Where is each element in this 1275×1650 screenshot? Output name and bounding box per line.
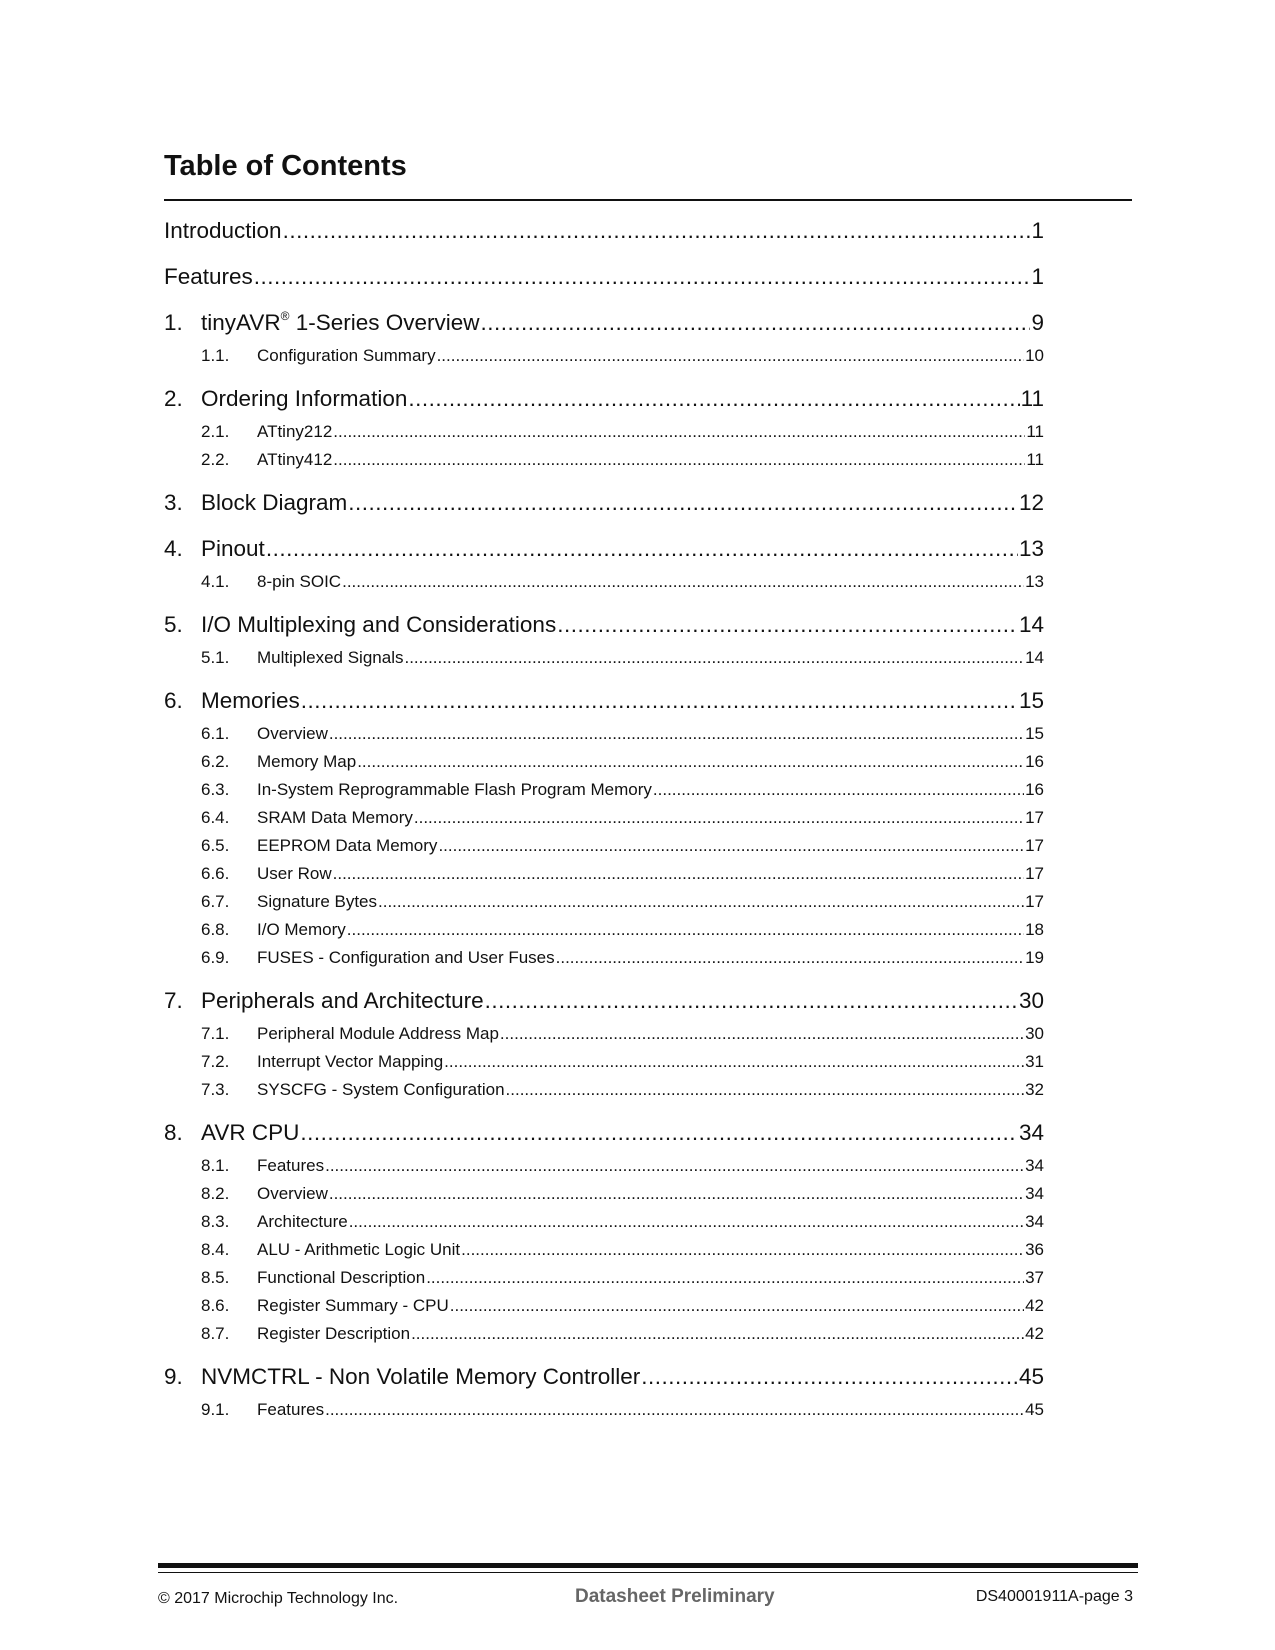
toc-subsection-entry[interactable] — [164, 1324, 1044, 1352]
toc-dot-leader — [254, 264, 1031, 290]
toc-chapter-entry[interactable] — [164, 480, 1044, 526]
toc-chapter-title[interactable] — [201, 1120, 299, 1146]
toc-subsection-entry[interactable] — [164, 346, 1044, 374]
toc-chapter-page: 34 — [1018, 1120, 1044, 1145]
toc-subsection-page: 32 — [1025, 1080, 1044, 1099]
toc-dot-leader — [438, 836, 1024, 856]
toc-subsection-title[interactable]: ATtiny412 — [257, 450, 333, 469]
toc-subsection-number: 8.5. — [201, 1268, 230, 1287]
toc-chapter-entry[interactable] — [164, 376, 1044, 480]
toc-dot-leader — [450, 1296, 1024, 1316]
toc-subsection-number: 6.1. — [201, 724, 230, 743]
toc-chapter-title-text: Block Diagram — [201, 490, 348, 515]
toc-dot-leader — [347, 920, 1024, 940]
toc-chapter-entry[interactable] — [164, 978, 1044, 1110]
toc-dot-leader — [333, 422, 1025, 442]
toc-subsection-title[interactable]: ALU - Arithmetic Logic Unit — [257, 1240, 461, 1259]
toc-subsection-number: 6.4. — [201, 808, 230, 827]
toc-subsection-page: 42 — [1025, 1324, 1044, 1343]
toc-chapter-entry[interactable] — [164, 526, 1044, 602]
toc-subsection-entry[interactable] — [164, 1296, 1044, 1324]
toc-dot-leader — [414, 808, 1024, 828]
toc-dot-leader — [301, 688, 1018, 714]
toc-dot-leader — [404, 648, 1024, 668]
toc-subsection-title[interactable]: Features — [257, 1156, 325, 1175]
toc-subsection-page: 34 — [1025, 1184, 1044, 1203]
toc-chapter-title-text: Features — [164, 264, 253, 289]
toc-dot-leader — [329, 724, 1024, 744]
toc-chapter-page: 11 — [1020, 386, 1044, 411]
toc-dot-leader — [333, 450, 1025, 470]
toc-chapter-page: 13 — [1018, 536, 1044, 561]
toc-subsection-title[interactable]: ATtiny212 — [257, 422, 333, 441]
toc-chapter-number: 2. — [164, 386, 183, 411]
toc-subsection-number: 8.4. — [201, 1240, 230, 1259]
toc-chapter-title-text: Peripherals and Architecture — [201, 988, 484, 1013]
toc-chapter-entry[interactable] — [164, 1354, 1044, 1430]
toc-subsection-title[interactable]: FUSES - Configuration and User Fuses — [257, 948, 555, 967]
toc-dot-leader — [348, 490, 1018, 516]
toc-chapter-number: 5. — [164, 612, 183, 637]
toc-chapter-page: 45 — [1018, 1364, 1044, 1389]
toc-subsection-number: 8.3. — [201, 1212, 230, 1231]
toc-chapter-entry[interactable] — [164, 1110, 1044, 1354]
toc-dot-leader — [506, 1080, 1025, 1100]
toc-subsection-entry[interactable] — [164, 724, 1044, 752]
toc-dot-leader — [653, 780, 1024, 800]
toc-subsection-number: 8.1. — [201, 1156, 230, 1175]
toc-chapter-page: 1 — [1031, 218, 1044, 243]
toc-subsection-entry[interactable] — [164, 1080, 1044, 1108]
toc-dot-leader — [481, 310, 1031, 336]
toc-dot-leader — [357, 752, 1024, 772]
toc-dot-leader — [444, 1052, 1024, 1072]
toc-dot-leader — [378, 892, 1024, 912]
toc-dot-leader — [461, 1240, 1024, 1260]
toc-chapter-number: 8. — [164, 1120, 183, 1145]
toc-dot-leader — [300, 1120, 1018, 1146]
toc-chapter-number: 3. — [164, 490, 183, 515]
toc-subsection-title[interactable]: Register Summary - CPU — [257, 1296, 449, 1315]
toc-chapter-title[interactable] — [201, 490, 347, 516]
toc-chapter-title[interactable] — [201, 386, 407, 412]
table-of-contents — [164, 206, 1044, 1430]
toc-subsection-title[interactable]: Peripheral Module Address Map — [257, 1024, 499, 1043]
toc-subsection-page: 17 — [1025, 836, 1044, 855]
toc-chapter-page: 30 — [1018, 988, 1044, 1013]
toc-subsection-page: 11 — [1026, 450, 1044, 469]
toc-chapter-entry[interactable] — [164, 254, 1044, 300]
toc-subsection-title[interactable]: Interrupt Vector Mapping — [257, 1052, 444, 1071]
toc-subsection-entry[interactable] — [164, 780, 1044, 808]
footer-copyright: © 2017 Microchip Technology Inc. — [158, 1590, 399, 1607]
toc-subsection-number: 8.2. — [201, 1184, 230, 1203]
toc-subsection-number: 6.7. — [201, 892, 230, 911]
toc-subsection-entry[interactable] — [164, 864, 1044, 892]
toc-dot-leader — [408, 386, 1019, 412]
toc-subsection-entry[interactable] — [164, 1052, 1044, 1080]
footer-document-status: Datasheet Preliminary — [575, 1586, 775, 1607]
toc-dot-leader — [500, 1024, 1024, 1044]
toc-subsection-entry[interactable] — [164, 422, 1044, 450]
toc-subsection-title[interactable]: Configuration Summary — [257, 346, 436, 365]
toc-subsection-entry[interactable] — [164, 572, 1044, 600]
toc-subsection-page: 16 — [1025, 780, 1044, 799]
toc-subsection-number: 2.1. — [201, 422, 230, 441]
toc-chapter-page: 9 — [1031, 310, 1044, 335]
toc-subsection-page: 16 — [1025, 752, 1044, 771]
registered-mark: ® — [280, 310, 290, 323]
footer-page-number: DS40001911A-page 3 — [975, 1588, 1133, 1605]
toc-dot-leader — [325, 1156, 1024, 1176]
toc-subsection-number: 8.6. — [201, 1296, 230, 1315]
toc-subsection-page: 13 — [1025, 572, 1044, 591]
toc-subsection-title[interactable]: I/O Memory — [257, 920, 346, 939]
toc-dot-leader — [349, 1212, 1024, 1232]
toc-subsection-number: 7.2. — [201, 1052, 230, 1071]
toc-subsection-number: 5.1. — [201, 648, 230, 667]
toc-subsection-page: 36 — [1025, 1240, 1044, 1259]
toc-subsection-entry[interactable] — [164, 752, 1044, 780]
toc-dot-leader — [266, 536, 1018, 562]
toc-subsection-number: 2.2. — [201, 450, 230, 469]
toc-chapter-title-rest: 1-Series Overview — [289, 310, 480, 335]
toc-subsection-entry[interactable] — [164, 1268, 1044, 1296]
toc-chapter-entry[interactable] — [164, 300, 1044, 376]
toc-subsection-list — [164, 1400, 1044, 1430]
toc-chapter-title-text: Memories — [201, 688, 300, 713]
toc-subsection-page: 19 — [1025, 948, 1044, 967]
toc-subsection-entry[interactable] — [164, 1212, 1044, 1240]
toc-subsection-entry[interactable] — [164, 1400, 1044, 1428]
toc-subsection-title[interactable]: SYSCFG - System Configuration — [257, 1080, 505, 1099]
toc-chapter-title[interactable] — [201, 688, 300, 714]
toc-chapter-title-text: Ordering Information — [201, 386, 408, 411]
toc-subsection-number: 8.7. — [201, 1324, 230, 1343]
toc-subsection-number: 6.6. — [201, 864, 230, 883]
toc-dot-leader — [426, 1268, 1024, 1288]
toc-subsection-number: 6.2. — [201, 752, 230, 771]
toc-dot-leader — [557, 612, 1018, 638]
toc-dot-leader — [333, 864, 1024, 884]
toc-chapter-page: 1 — [1031, 264, 1044, 289]
toc-subsection-entry[interactable] — [164, 450, 1044, 478]
toc-subsection-page: 17 — [1025, 808, 1044, 827]
toc-chapter-title-text: I/O Multiplexing and Considerations — [201, 612, 557, 637]
toc-subsection-title[interactable]: User Row — [257, 864, 332, 883]
toc-chapter-entry[interactable] — [164, 602, 1044, 678]
toc-subsection-page: 11 — [1026, 422, 1044, 441]
page-title: Table of Contents — [164, 150, 407, 182]
toc-chapter-number: 6. — [164, 688, 183, 713]
toc-subsection-entry[interactable] — [164, 808, 1044, 836]
toc-subsection-number: 6.9. — [201, 948, 230, 967]
toc-subsection-number: 6.3. — [201, 780, 230, 799]
toc-chapter-title[interactable] — [201, 612, 556, 638]
toc-chapter-number: 7. — [164, 988, 183, 1013]
toc-subsection-title[interactable]: In-System Reprogrammable Flash Program Memory — [257, 780, 652, 799]
toc-subsection-page: 10 — [1025, 346, 1044, 365]
toc-dot-leader — [411, 1324, 1024, 1344]
toc-subsection-list — [164, 346, 1044, 376]
toc-subsection-number: 9.1. — [201, 1400, 230, 1419]
toc-dot-leader — [556, 948, 1024, 968]
toc-dot-leader — [283, 218, 1031, 244]
toc-chapter-page: 14 — [1018, 612, 1044, 637]
toc-subsection-title[interactable]: Memory Map — [257, 752, 357, 771]
toc-subsection-entry[interactable] — [164, 1240, 1044, 1268]
toc-subsection-page: 34 — [1025, 1212, 1044, 1231]
toc-subsection-page: 45 — [1025, 1400, 1044, 1419]
toc-subsection-page: 42 — [1025, 1296, 1044, 1315]
toc-chapter-number: 1. — [164, 310, 183, 335]
toc-subsection-title[interactable]: EEPROM Data Memory — [257, 836, 438, 855]
toc-chapter-title[interactable] — [164, 218, 282, 244]
toc-chapter-title-text: AVR CPU — [201, 1120, 300, 1145]
toc-subsection-page: 34 — [1025, 1156, 1044, 1175]
toc-chapter-title[interactable] — [201, 536, 265, 562]
toc-subsection-list — [164, 422, 1044, 480]
toc-dot-leader — [437, 346, 1025, 366]
toc-chapter-title-text: tinyAVR — [201, 310, 281, 335]
toc-subsection-title[interactable]: SRAM Data Memory — [257, 808, 413, 827]
toc-subsection-page: 30 — [1025, 1024, 1044, 1043]
toc-subsection-entry[interactable] — [164, 892, 1044, 920]
toc-chapter-page: 15 — [1018, 688, 1044, 713]
toc-subsection-page: 15 — [1025, 724, 1044, 743]
toc-subsection-title[interactable]: Multiplexed Signals — [257, 648, 404, 667]
toc-chapter-entry[interactable] — [164, 206, 1044, 254]
toc-chapter-title[interactable] — [201, 1364, 640, 1390]
toc-subsection-number: 1.1. — [201, 346, 230, 365]
toc-subsection-page: 17 — [1025, 864, 1044, 883]
toc-subsection-title[interactable]: Signature Bytes — [257, 892, 378, 911]
footer-divider-thin — [158, 1572, 1138, 1573]
toc-subsection-entry[interactable] — [164, 1024, 1044, 1052]
toc-subsection-title[interactable]: 8-pin SOIC — [257, 572, 342, 591]
toc-subsection-title[interactable]: Overview — [257, 724, 328, 743]
toc-subsection-list — [164, 572, 1044, 602]
toc-subsection-entry[interactable] — [164, 836, 1044, 864]
toc-chapter-number: 9. — [164, 1364, 183, 1389]
toc-subsection-title[interactable]: Register Description — [257, 1324, 411, 1343]
toc-subsection-page: 18 — [1025, 920, 1044, 939]
toc-subsection-number: 6.5. — [201, 836, 230, 855]
toc-subsection-list — [164, 648, 1044, 678]
toc-subsection-entry[interactable] — [164, 948, 1044, 976]
footer-divider-thick — [158, 1563, 1138, 1568]
toc-subsection-number: 6.8. — [201, 920, 230, 939]
toc-dot-leader — [342, 572, 1024, 592]
toc-subsection-entry[interactable] — [164, 1156, 1044, 1184]
toc-subsection-page: 14 — [1025, 648, 1044, 667]
toc-chapter-title-text: NVMCTRL - Non Volatile Memory Controller — [201, 1364, 641, 1389]
toc-dot-leader — [329, 1184, 1024, 1204]
toc-chapter-title-text: Introduction — [164, 218, 282, 243]
toc-subsection-entry[interactable] — [164, 648, 1044, 676]
toc-chapter-entry[interactable] — [164, 678, 1044, 978]
toc-subsection-list — [164, 1156, 1044, 1354]
toc-subsection-title[interactable]: Functional Description — [257, 1268, 426, 1287]
toc-subsection-number: 4.1. — [201, 572, 230, 591]
toc-subsection-number: 7.3. — [201, 1080, 230, 1099]
toc-chapter-title[interactable] — [201, 310, 480, 336]
toc-subsection-entry[interactable] — [164, 1184, 1044, 1212]
title-divider — [164, 199, 1132, 201]
toc-subsection-title[interactable]: Features — [257, 1400, 325, 1419]
toc-chapter-number: 4. — [164, 536, 183, 561]
toc-chapter-title[interactable] — [164, 264, 253, 290]
toc-subsection-title[interactable]: Overview — [257, 1184, 328, 1203]
toc-chapter-title-text: Pinout — [201, 536, 265, 561]
toc-subsection-page: 37 — [1025, 1268, 1044, 1287]
toc-subsection-page: 31 — [1025, 1052, 1044, 1071]
toc-chapter-title[interactable] — [201, 988, 484, 1014]
toc-subsection-title[interactable]: Architecture — [257, 1212, 348, 1231]
toc-chapter-page: 12 — [1018, 490, 1044, 515]
toc-subsection-page: 17 — [1025, 892, 1044, 911]
toc-dot-leader — [485, 988, 1018, 1014]
toc-subsection-list — [164, 1024, 1044, 1110]
toc-subsection-entry[interactable] — [164, 920, 1044, 948]
toc-subsection-list — [164, 724, 1044, 978]
toc-dot-leader — [325, 1400, 1024, 1420]
toc-subsection-number: 7.1. — [201, 1024, 230, 1043]
toc-dot-leader — [641, 1364, 1018, 1390]
